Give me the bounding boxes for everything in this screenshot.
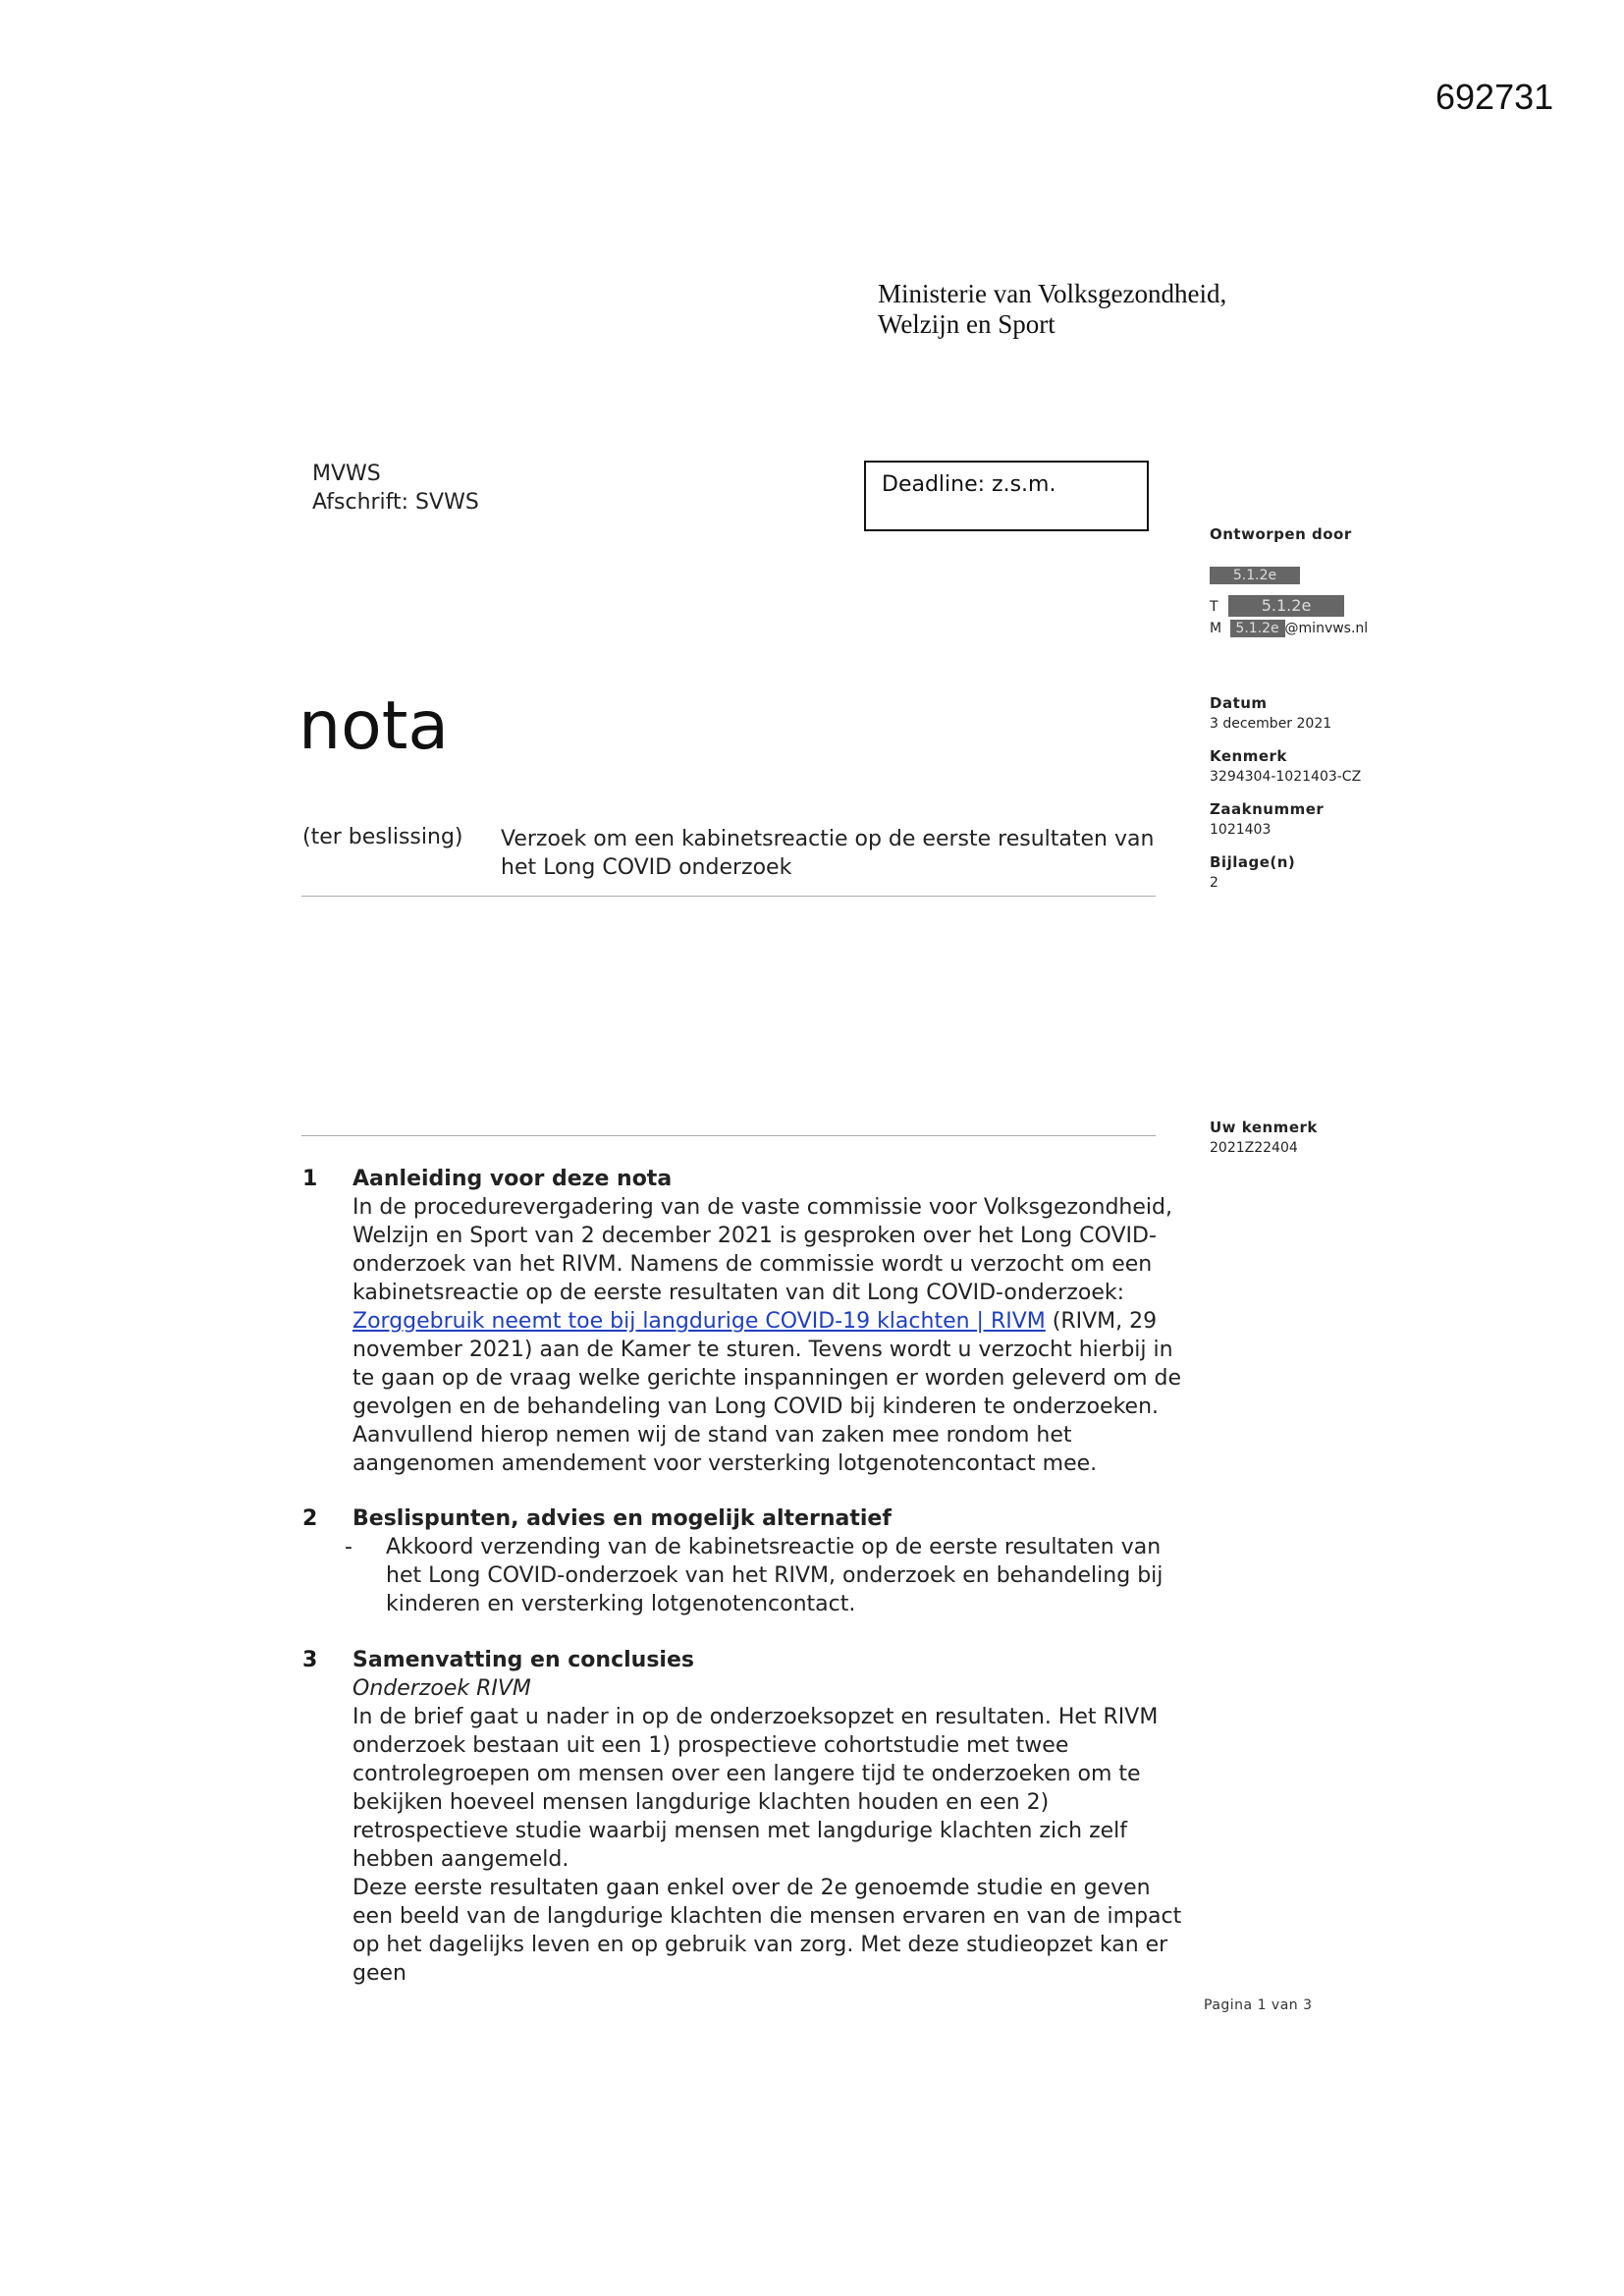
zaaknummer-value: 1021403 [1210,822,1272,838]
document-title: nota [298,687,450,765]
section-2-number: 2 [302,1506,318,1531]
sidebar-date [1210,693,1331,735]
redacted-name: 5.1.2e [1210,567,1300,584]
section-2-heading: Beslispunten, advies en mogelijk alternatief [352,1506,892,1531]
section-3-paragraph-2: Deze eerste resultaten gaan enkel over de 2e genoemde studie en geven een beeld van de langdurige klachten die mensen ervaren en van de impact op het dagelijks leven en op gebruik van zorg. Met deze studieopzet kan er geen [352,1876,1182,1986]
zaaknummer-label: Zaaknummer [1210,800,1325,818]
section-2-bullet-text: Akkoord verzending van de kabinetsreactie op de eerste resultaten van het Long COVID-onderzoek van het RIVM, onderzoek en behandeling bij kinderen en versterking lotgenotencontact. [386,1535,1164,1616]
recipient-block [312,460,479,517]
recipient-copy: Afschrift: SVWS [312,490,479,515]
sidebar-phone-row [1210,595,1344,618]
subject-label: (ter beslissing) [302,825,463,849]
sidebar-designed-by [1210,524,1352,545]
section-2 [345,1504,1187,1618]
recipient-to: MVWS [312,462,381,486]
email-domain: @minvws.nl [1284,621,1369,636]
section-3-subheading: Onderzoek RIVM [352,1676,531,1701]
date-label: Datum [1210,694,1268,712]
rivm-link[interactable]: Zorggebruik neemt toe bij langdurige COVID-19 klachten | RIVM [352,1309,1046,1334]
section-3 [352,1646,1187,1988]
sidebar-email-row [1210,619,1368,639]
bijlagen-label: Bijlage(n) [1210,853,1296,871]
section-1 [352,1165,1187,1478]
redacted-phone: 5.1.2e [1228,595,1344,617]
document-number: 692731 [1435,77,1554,117]
ministry-line-2: Welzijn en Sport [878,309,1056,339]
redacted-email-user: 5.1.2e [1230,620,1285,637]
section-1-text-before: In de procedurevergadering van de vaste commissie voor Volksgezondheid, Welzijn en Sport van 2 december 2021 is gesproken over het Long COVID-onderzoek van het RIVM. Namens de commissie wordt u verzocht om een kabinetsreactie op de eerste resultaten van dit Long COVID-onderzoek: [352,1195,1172,1305]
section-2-bullet [345,1533,1187,1618]
sidebar-redacted-name-row [1210,566,1300,586]
section-1-number: 1 [302,1167,318,1191]
phone-prefix: T [1210,599,1218,615]
subject-text: Verzoek om een kabinetsreactie op de eerste resultaten van het Long COVID onderzoek [501,827,1155,880]
deadline-box: Deadline: z.s.m. [864,461,1149,531]
bijlagen-value: 2 [1210,875,1218,891]
section-1-text-after: (RIVM, 29 november 2021) aan de Kamer te sturen. Tevens wordt u verzocht hierbij in te gaan op de vraag welke gerichte inspanningen er worden geleverd om de gevolgen en de behandeling van Long COVID bij kinderen te onderzoeken. Aanvullend hierop nemen wij de stand van zaken mee rondom het aangenomen amendement voor versterking lotgenotencontact mee. [352,1309,1182,1476]
sidebar-bijlagen [1210,852,1295,894]
ministry-name [878,279,1226,340]
section-1-heading: Aanleiding voor deze nota [352,1167,673,1191]
page-footer: Pagina 1 van 3 [1204,1997,1313,2013]
designed-by-label: Ontworpen door [1210,525,1352,543]
section-3-heading: Samenvatting en conclusies [352,1648,694,1672]
kenmerk-value: 3294304-1021403-CZ [1210,769,1362,785]
kenmerk-label: Kenmerk [1210,747,1287,765]
bullet-dash: - [345,1535,352,1559]
date-value: 3 december 2021 [1210,716,1332,732]
uw-kenmerk-label: Uw kenmerk [1210,1119,1318,1136]
divider-body [301,1135,1156,1136]
ministry-line-1: Ministerie van Volksgezondheid, [878,279,1227,308]
section-3-number: 3 [302,1648,318,1672]
sidebar-zaaknummer [1210,799,1324,841]
section-3-paragraph-1: In de brief gaat u nader in op de onderzoeksopzet en resultaten. Het RIVM onderzoek bestaan uit een 1) prospectieve cohortstudie met twee controlegroepen om mensen over een langere tijd te onderzoeken om te bekijken hoeveel mensen langdurige klachten houden en een 2) retrospectieve studie waarbij mensen met langdurige klachten zich zelf hebben aangemeld. [352,1705,1159,1872]
section-1-body [352,1193,1187,1478]
sidebar-uw-kenmerk [1210,1118,1318,1159]
divider-top [301,896,1156,897]
sidebar-kenmerk [1210,746,1361,788]
mobile-prefix: M [1210,621,1222,636]
uw-kenmerk-value: 2021Z22404 [1210,1140,1298,1156]
